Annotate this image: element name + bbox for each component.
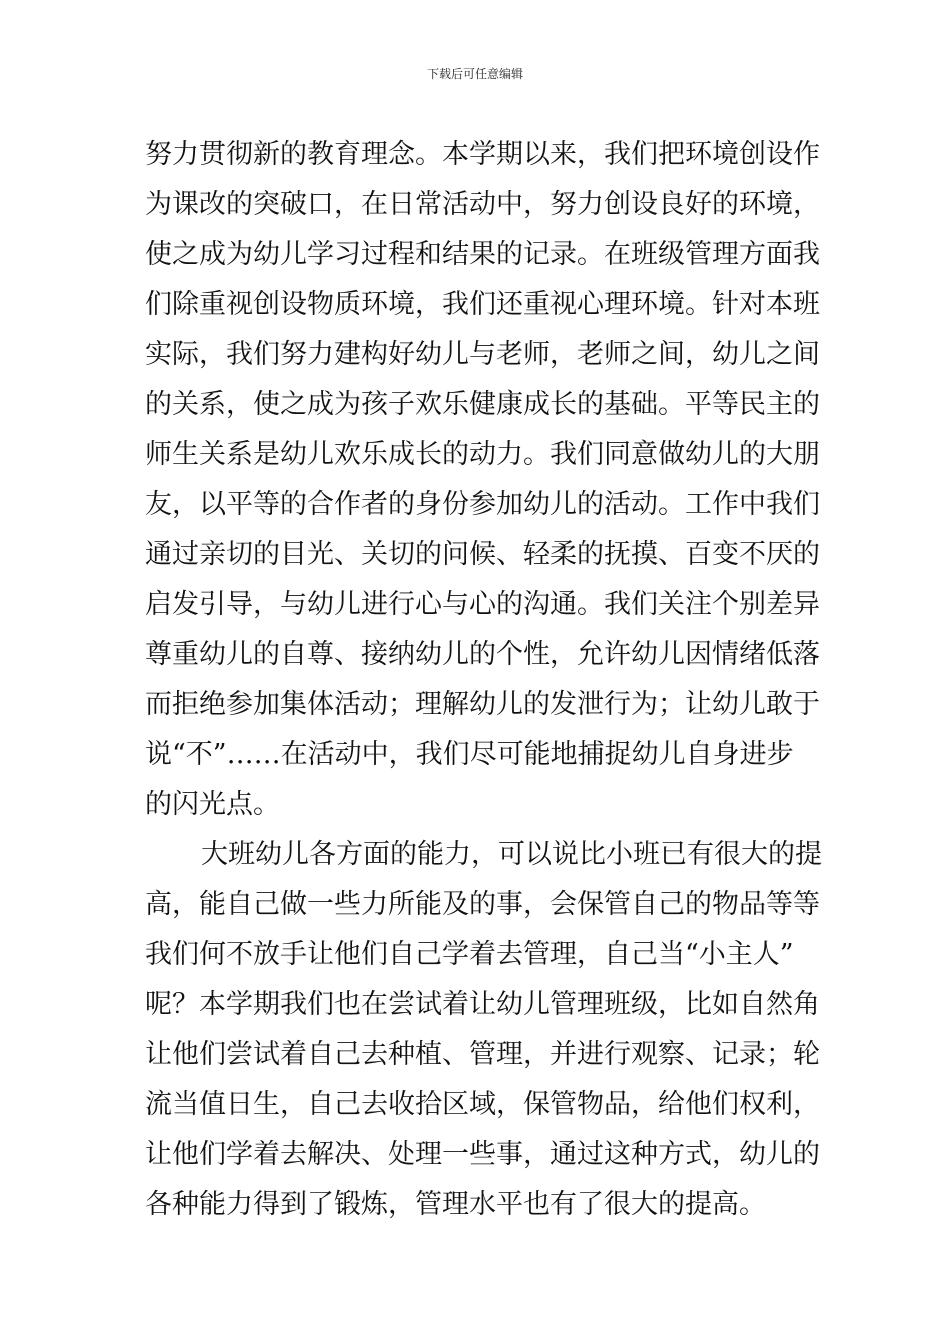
- text-line: 我们何不放手让他们自己学着去管理，自己当“小主人”: [145, 939, 794, 970]
- text-line: 让他们尝试着自己去种植、管理，并进行观察、记录；轮: [145, 1039, 820, 1070]
- document-body: [145, 130, 822, 1230]
- text-line: 高，能自己做一些力所能及的事，会保管自己的物品等等: [145, 889, 820, 920]
- text-line: 实际，我们努力建构好幼儿与老师，老师之间，幼儿之间: [145, 339, 820, 370]
- text-line: 流当值日生，自己去收拾区域，保管物品，给他们权利，: [145, 1089, 820, 1120]
- paragraph-2: [145, 830, 822, 1230]
- text-line: 努力贯彻新的教育理念。本学期以来，我们把环境创设作: [145, 139, 820, 170]
- text-line: 启发引导，与幼儿进行心与心的沟通。我们关注个别差异: [145, 589, 820, 620]
- text-line: 们除重视创设物质环境，我们还重视心理环境。针对本班: [145, 289, 820, 320]
- text-line: 为课改的突破口，在日常活动中，努力创设良好的环境，: [145, 189, 820, 220]
- text-line: 让他们学着去解决、处理一些事，通过这种方式，幼儿的: [145, 1139, 820, 1170]
- text-line: 通过亲切的目光、关切的问候、轻柔的抚摸、百变不厌的: [145, 539, 820, 570]
- text-line: 的关系，使之成为孩子欢乐健康成长的基础。平等民主的: [145, 389, 820, 420]
- text-line: 友，以平等的合作者的身份参加幼儿的活动。工作中我们: [145, 489, 820, 520]
- page-header-note: 下载后可任意编辑: [426, 67, 523, 81]
- text-line: 使之成为幼儿学习过程和结果的记录。在班级管理方面我: [145, 239, 820, 270]
- text-line: 说“不”……在活动中，我们尽可能地捕捉幼儿自身进步: [145, 739, 794, 770]
- text-line: 的闪光点。: [145, 789, 280, 820]
- text-line: 尊重幼儿的自尊、接纳幼儿的个性，允许幼儿因情绪低落: [145, 639, 820, 670]
- text-line: 而拒绝参加集体活动；理解幼儿的发泄行为；让幼儿敢于: [145, 689, 820, 720]
- text-line: 呢？本学期我们也在尝试着让幼儿管理班级，比如自然角: [145, 989, 820, 1020]
- text-line: 师生关系是幼儿欢乐成长的动力。我们同意做幼儿的大朋: [145, 439, 820, 470]
- paragraph-1: [145, 130, 820, 830]
- text-line-indented: 大班幼儿各方面的能力，可以说比小班已有很大的提: [201, 839, 822, 870]
- text-line: 各种能力得到了锻炼，管理水平也有了很大的提高。: [145, 1189, 766, 1220]
